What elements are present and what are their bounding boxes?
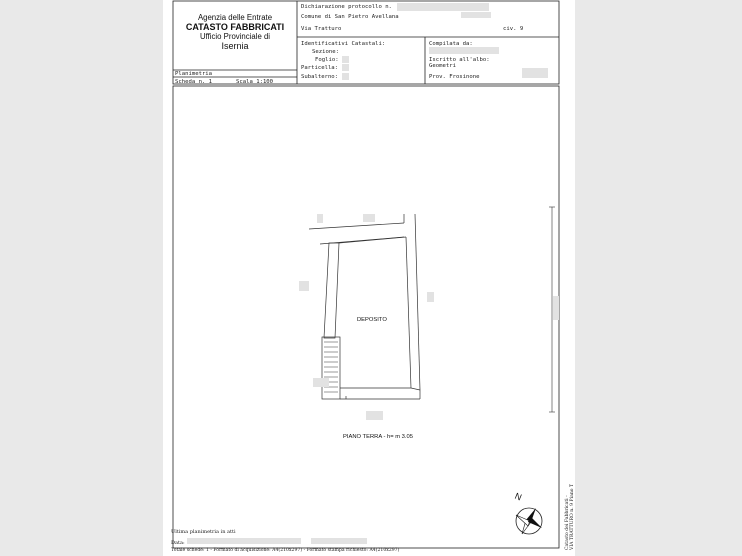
svg-text:N: N xyxy=(513,490,524,503)
iscritto-label: Iscritto all'albo: xyxy=(429,57,490,63)
scheda-label: Scheda n. 1 xyxy=(175,79,213,85)
subalterno-label: Subalterno: xyxy=(301,74,339,80)
room-label: DEPOSITO xyxy=(357,317,387,323)
redacted-neighbor-bottom-left xyxy=(313,378,329,387)
agency-name: Agenzia delle Entrate xyxy=(197,13,273,22)
particella-label: Particella: xyxy=(301,65,339,71)
side-note-line1: Catasto dei Fabbricati - xyxy=(565,495,570,550)
compilata-label: Compilata da: xyxy=(429,41,473,47)
redacted-dimension xyxy=(553,296,559,320)
province-label: Prov. Frosinone xyxy=(429,74,480,80)
north-arrow-icon xyxy=(513,491,542,534)
redacted-neighbor-right xyxy=(427,292,434,302)
footer-totals: Totale schede: 1 - Formato di acquisizione: A4(210x297) - Formato stampa richiesto: A4(210x297) xyxy=(171,548,400,553)
redacted-date xyxy=(187,538,301,544)
comune-label: Comune di San Pietro Avellana xyxy=(301,14,399,20)
plan-frame xyxy=(163,0,575,556)
side-note-line2: VIA TRATTURO n. 9 Piano T xyxy=(570,483,575,550)
identificativi-label: Identificativi Catastali: xyxy=(301,41,386,47)
side-note xyxy=(563,480,573,550)
document-page xyxy=(163,0,575,556)
cadastre-title: CATASTO FABBRICATI xyxy=(185,22,285,32)
redacted-neighbor-bottom xyxy=(366,411,383,420)
foglio-label: Foglio: xyxy=(315,57,339,63)
geometri-label: Geometri xyxy=(429,63,456,69)
redacted-date2 xyxy=(311,538,367,544)
footer-date: Data: xyxy=(171,540,185,546)
planimetria-label: Planimetria xyxy=(175,71,213,77)
office-city: Isernia xyxy=(221,41,249,51)
office-label: Ufficio Provinciale di xyxy=(199,32,271,41)
sezione-label: Sezione: xyxy=(312,49,339,55)
address-label: Via Tratturo xyxy=(301,26,342,32)
floor-label: PIANO TERRA - h= m 3.05 xyxy=(343,434,413,440)
footer-last-plan: Ultima planimetria in atti xyxy=(171,529,236,535)
redacted-neighbor-top xyxy=(317,214,323,223)
civic-number: civ. 9 xyxy=(503,26,524,32)
redacted-neighbor-top2 xyxy=(363,214,375,222)
dichiarazione-label: Dichiarazione protocollo n. xyxy=(301,4,392,10)
redacted-neighbor-left xyxy=(299,281,309,291)
scale-label: Scala 1:100 xyxy=(236,79,274,85)
